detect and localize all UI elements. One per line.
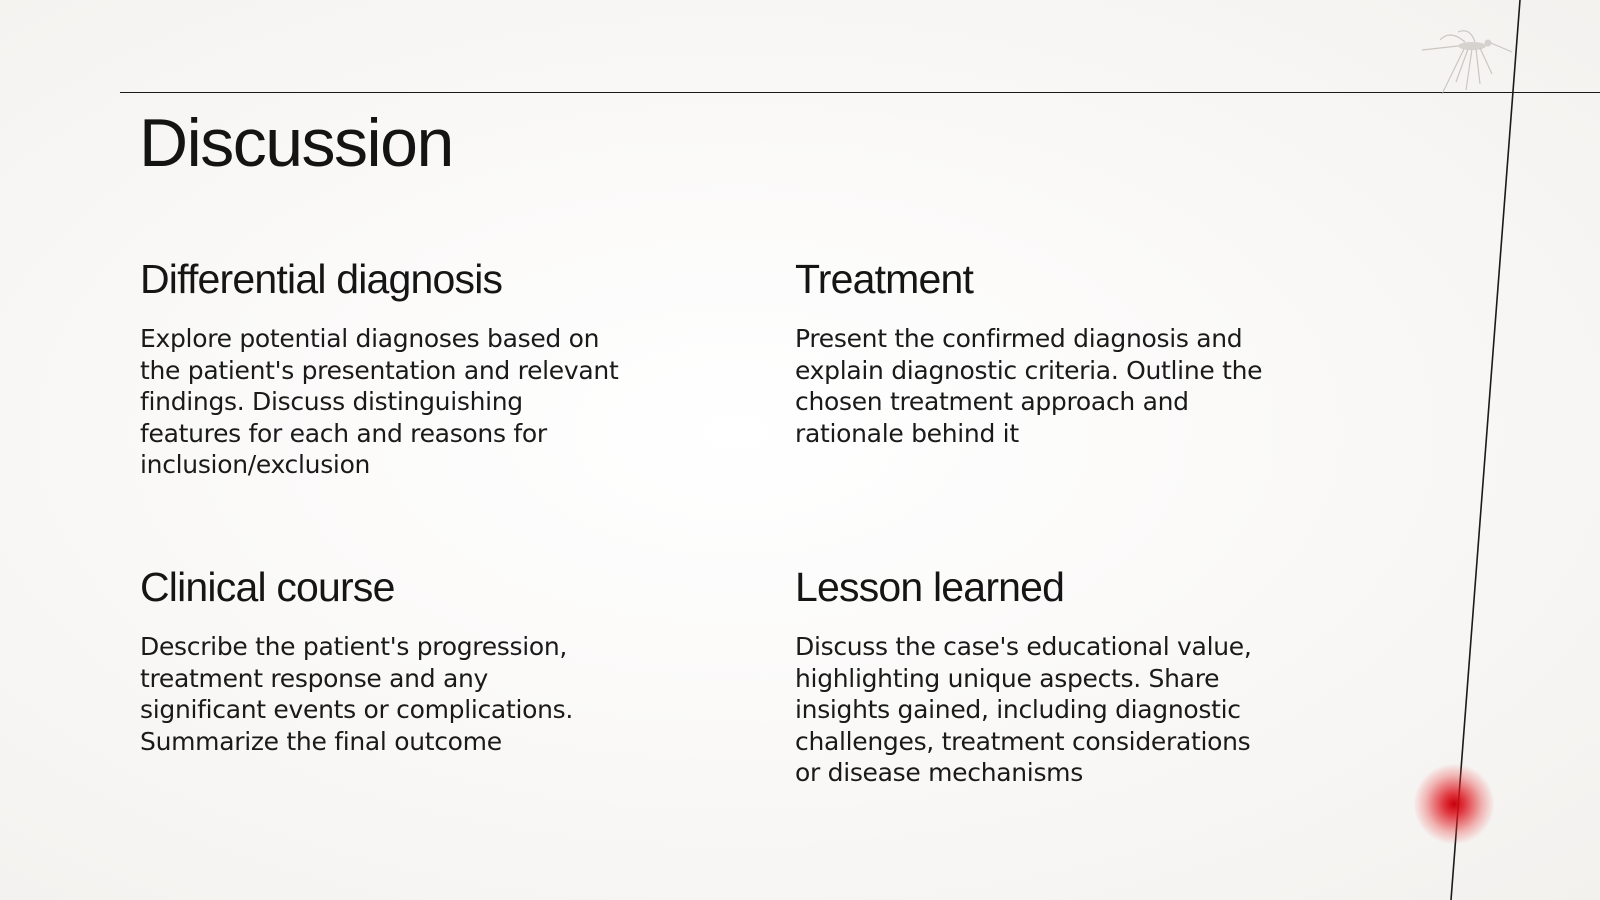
- section-heading: Clinical course: [140, 564, 395, 610]
- section-body: Describe the patient's progression, treatment response and any significant events or complications. Summarize the final outcome: [140, 632, 574, 756]
- section-lesson-learned: [795, 563, 1295, 789]
- red-blood-spot-decoration: [1414, 764, 1494, 844]
- page-title: Discussion: [139, 105, 453, 181]
- section-body: Present the confirmed diagnosis and explain diagnostic criteria. Outline the chosen treatment approach and rationale behind it: [795, 324, 1263, 448]
- section-heading: Lesson learned: [795, 564, 1065, 610]
- section-body: Discuss the case's educational value, highlighting unique aspects. Share insights gained, including diagnostic challenges, treatment considerations or disease mechanisms: [795, 632, 1252, 787]
- mosquito-icon: [1420, 24, 1520, 99]
- section-clinical-course: [140, 563, 660, 757]
- section-differential-diagnosis: [140, 255, 660, 481]
- section-heading: Differential diagnosis: [140, 256, 503, 302]
- section-body: Explore potential diagnoses based on the patient's presentation and relevant findings. Discuss distinguishing features for each and reasons for inclusion/exclusion: [140, 324, 619, 479]
- section-treatment: [795, 255, 1295, 449]
- section-heading: Treatment: [795, 256, 974, 302]
